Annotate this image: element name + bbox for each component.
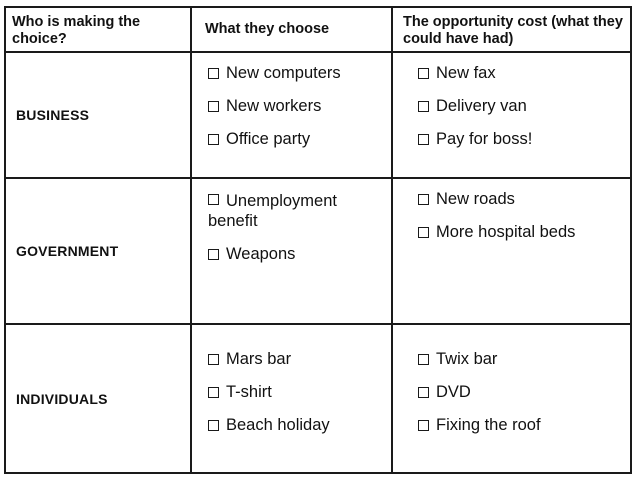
list-item	[208, 189, 383, 231]
item-label: Fixing the roof	[436, 416, 541, 434]
checkbox-icon[interactable]	[208, 354, 219, 365]
header-choose-text: What they choose	[205, 21, 330, 37]
checkbox-icon[interactable]	[208, 249, 219, 260]
row-label-government	[6, 179, 192, 325]
checkbox-icon[interactable]	[208, 101, 219, 112]
list-item	[418, 189, 622, 209]
checkbox-icon[interactable]	[418, 68, 429, 79]
item-label: Unemployment benefit	[208, 192, 337, 230]
checkbox-icon[interactable]	[208, 420, 219, 431]
choose-list-individuals	[192, 325, 393, 472]
cost-list-business	[393, 53, 630, 179]
item-label: New roads	[436, 190, 515, 208]
checkbox-icon[interactable]	[208, 194, 219, 205]
row-label-text: BUSINESS	[16, 107, 90, 123]
item-label: More hospital beds	[436, 223, 576, 241]
row-label-business	[6, 53, 192, 179]
choose-list-government	[192, 179, 393, 325]
checkbox-icon[interactable]	[418, 354, 429, 365]
list-item	[208, 382, 383, 402]
list-item	[208, 63, 383, 83]
list-item	[418, 129, 622, 149]
row-label-text: GOVERNMENT	[16, 243, 119, 259]
header-who	[6, 8, 192, 53]
list-item	[418, 63, 622, 83]
checkbox-icon[interactable]	[208, 134, 219, 145]
item-label-wrapped	[208, 189, 383, 231]
header-cost-text: The opportunity cost (what they could have had)	[403, 14, 623, 47]
item-label: Beach holiday	[226, 416, 330, 434]
checkbox-icon[interactable]	[418, 387, 429, 398]
list-item	[208, 129, 383, 149]
list-item	[418, 382, 622, 402]
checkbox-icon[interactable]	[418, 101, 429, 112]
item-label: Delivery van	[436, 97, 527, 115]
item-label: Weapons	[226, 245, 296, 263]
list-item	[208, 96, 383, 116]
item-label: Office party	[226, 130, 311, 148]
item-label: Pay for boss!	[436, 130, 533, 148]
checkbox-icon[interactable]	[208, 387, 219, 398]
header-cost	[393, 8, 630, 53]
list-item	[208, 244, 383, 264]
item-label: New workers	[226, 97, 322, 115]
list-item	[418, 349, 622, 369]
list-item	[208, 415, 383, 435]
list-item	[418, 96, 622, 116]
item-label: DVD	[436, 383, 471, 401]
cost-list-government	[393, 179, 630, 325]
checkbox-icon[interactable]	[418, 134, 429, 145]
opportunity-cost-table	[4, 6, 632, 474]
list-item	[418, 415, 622, 435]
item-label: Mars bar	[226, 350, 292, 368]
header-choose	[192, 8, 393, 53]
item-label: T-shirt	[226, 383, 272, 401]
row-label-individuals	[6, 325, 192, 472]
item-label: New computers	[226, 64, 341, 82]
choose-list-business	[192, 53, 393, 179]
checkbox-icon[interactable]	[418, 227, 429, 238]
item-label: New fax	[436, 64, 496, 82]
checkbox-icon[interactable]	[418, 420, 429, 431]
list-item	[208, 349, 383, 369]
header-who-text: Who is making the choice?	[12, 14, 141, 47]
checkbox-icon[interactable]	[208, 68, 219, 79]
row-label-text: INDIVIDUALS	[16, 390, 108, 407]
checkbox-icon[interactable]	[418, 194, 429, 205]
cost-list-individuals	[393, 325, 630, 472]
list-item	[418, 222, 622, 242]
item-label: Twix bar	[436, 350, 498, 368]
